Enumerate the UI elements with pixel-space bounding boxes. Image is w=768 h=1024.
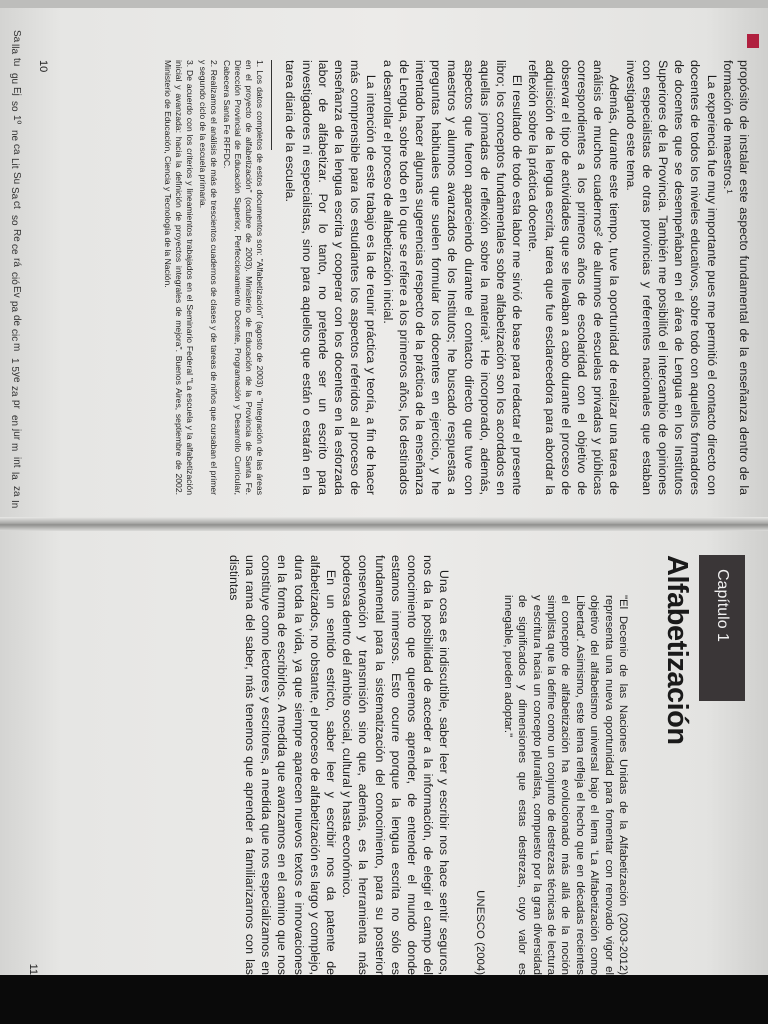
page-number: 10 [37, 60, 49, 73]
margin-fragment: tu [11, 58, 22, 67]
margin-fragment: ció [9, 272, 20, 285]
margin-fragment: Ev [11, 286, 22, 299]
margin-fragment: so [9, 101, 20, 112]
paragraph: propósito de instalar este aspecto fundamental de la enseñanza dentro de la formación de maestros.¹ [720, 60, 751, 495]
footnote: 3. De acuerdo con los criterios y lineamientos trabajados en el Seminario Federal "La escuela y la alfabetización inicial y avanzada: hacia la definición de proyectos integrales de mejora". Buenos Aires, septiembre de 2002. Ministerio de Educación, Ciencia y Tecnología de la Nación. [163, 60, 196, 495]
chapter-tab-marker [747, 34, 759, 48]
margin-fragment: Lit [9, 158, 20, 169]
margin-fragment: m [9, 443, 20, 452]
margin-fragment: so [9, 215, 20, 226]
epigraph-quote: "El Decenio de las Naciones Unidas de la Alfabetización (2003-2012) representa una nueva oportunidad para fomentar con renovado vigor el objetivo del alfabetismo universal bajo el lema 'La Alfabetización como Libertad'. Asimismo, este lema refleja el hecho que en décadas recientes el concepto de alfabetización ha evolucionado más allá de la noción simplista que la define como un conjunto de destrezas técnicas de lectura y escritura hacia un concepto pluralista, compuesto por la gran diversidad de significados y dimensiones que estas destrezas, cuyo valor es innegable, pueden adoptar." [501, 595, 629, 975]
footnote: 2. Realizamos el análisis de más de trescientos cuadernos de clases y de tareas de niños que cursaban el primer y segundo ciclo de la escuela primaria. [198, 60, 220, 495]
margin-fragment: pr [11, 400, 22, 410]
paragraph: En un sentido estricto, saber leer y escribir nos da patente de alfabetizados, no obstante, el proceso de alfabetización es largo y complejo, dura toda la vida, ya que siempre aparecen nuevos textos e innovaciones en la forma de escribirlos. A medida que avanzamos en el camino que nos constituye como lectores y escritores, a medida que nos especializamos en una rama del saber, más tenemos que aprender a familiarizarnos con las distintas [226, 555, 338, 975]
paragraph: Una cosa es indiscutible, saber leer y escribir nos hace sentir seguros, nos da la posibilidad de acceder a la información, de elegir el campo del conocimiento que queremos aprender, de entender el mundo donde estamos inmersos. Esto ocurre porque la lengua escrita no sólo es fundamental para la sistematización del conocimiento, para su posterior conservación y transmisión sino que, además, es la herramienta más poderosa dentro del ámbito social, cultural y hasta económico. [340, 555, 452, 975]
margin-fragment: ne [9, 129, 20, 141]
margin-fragment: 1º [11, 115, 22, 125]
chapter-title: Alfabetización [661, 555, 693, 745]
margin-fragment: 1 5 [9, 357, 20, 372]
epigraph-source: UNESCO (2004) [474, 890, 487, 975]
margin-fragment: za [9, 386, 20, 397]
margin-fragment: la [9, 471, 20, 480]
margin-fragment: pa [9, 300, 20, 312]
page-11-body [226, 555, 453, 975]
margin-fragment: In [9, 500, 20, 509]
page-number: 11 [27, 963, 39, 975]
margin-fragment: lla [9, 44, 20, 55]
paragraph: La experiencia fue muy importante pues me permitió el contacto directo con docentes de todos los niveles educativos, sobre todo con aquellos formadores de docentes que se desempeñaban en el área de Lengua en los Institutos Superiores de la Provincia. También me posibilitó el intercambio de opiniones con especialistas de otras provincias y referentes nacionales que estaban investigando este tema. [623, 60, 719, 495]
margin-fragment: en [9, 414, 20, 426]
margin-fragment: int [11, 457, 22, 468]
margin-fragment: ca [11, 143, 22, 155]
margin-fragment: de [11, 314, 22, 326]
chapter-label: Capítulo 1 [699, 555, 745, 701]
footnote-divider [271, 60, 272, 150]
page-top-edge [0, 0, 768, 8]
margin-fragment: Sa [11, 30, 22, 43]
paragraph: La intención de este trabajo es la de reunir práctica y teoría, a fin de hacer más comprensible para los estudiantes los aspectos referidos al proceso de enseñanza de la lengua escrita y cooperar con los docentes en la esforzada labor de alfabetizar. Por lo tanto, no pretende ser un escrito para investigadores ni especialistas, sino para aquellos que están o estarán en la tarea diaria de la escuela. [283, 60, 379, 495]
margin-fragment: ye [11, 371, 22, 383]
margin-fragment: ce [9, 243, 20, 255]
margin-fragment: Sa [9, 186, 20, 199]
page-11 [27, 555, 745, 975]
margin-fragment: jur [11, 428, 22, 440]
page-10 [37, 60, 752, 495]
book-gutter [0, 517, 768, 531]
margin-fragment: m [11, 343, 22, 352]
paragraph: El resultado de todo esta labor me sirvió de base para redactar el presente libro; los conceptos fundamentales sobre alfabetización son los acordados en aquellas jornadas de reflexión sobre la materia³. He incorporado, además, aspectos que fueron apareciendo durante el contacto directo que tuve con maestros y alumnos avanzados de los Institutos; he buscado respuestas a preguntas habituales que suelen formular los docentes en ejercicio, y he intentado hacer algunas sugerencias respecto de la práctica de la enseñanza de Lengua, sobre todo en lo que se refiere a los primeros años, los destinados a desarrollar el proceso de alfabetización inicial. [380, 60, 525, 495]
margin-fragment: cic [9, 329, 20, 342]
margin-fragment: gu [9, 72, 20, 84]
footnote: 1. Los datos completos de estos documentos son: "Alfabetización" (agosto de 2003) e "Integración de las áreas en el proyecto de alfabetización" (octubre de 2003). Ministerio de Educación de la Provincia de Santa Fe. Dirección Provincial de Educación Superior, Perfeccionamiento Docente, Programación y Desarrollo Curricular, Cabecera Santa Fe RFFDC. [222, 60, 266, 495]
margin-fragment: Re [11, 229, 22, 243]
margin-fragment: rá [11, 257, 22, 267]
page-10-body [282, 60, 752, 495]
footnotes [162, 60, 265, 495]
scanner-border [0, 975, 768, 1024]
margin-fragment: Ej [11, 86, 22, 96]
margin-fragment: ct [11, 200, 22, 209]
margin-fragment: za [11, 485, 22, 497]
margin-fragment: Su [11, 172, 22, 185]
paragraph: Además, durante este tiempo, tuve la oportunidad de realizar una tarea de análisis de muchos cuadernos² de alumnos de escuelas privadas y públicas correspondientes a los primeros años de escolaridad con el objetivo de observar el tipo de actividades que se llevaban a cabo durante el proceso de adquisición de la lengua escrita, tarea que fue esclarecedora para abordar la reflexión sobre la práctica docente. [526, 60, 622, 495]
